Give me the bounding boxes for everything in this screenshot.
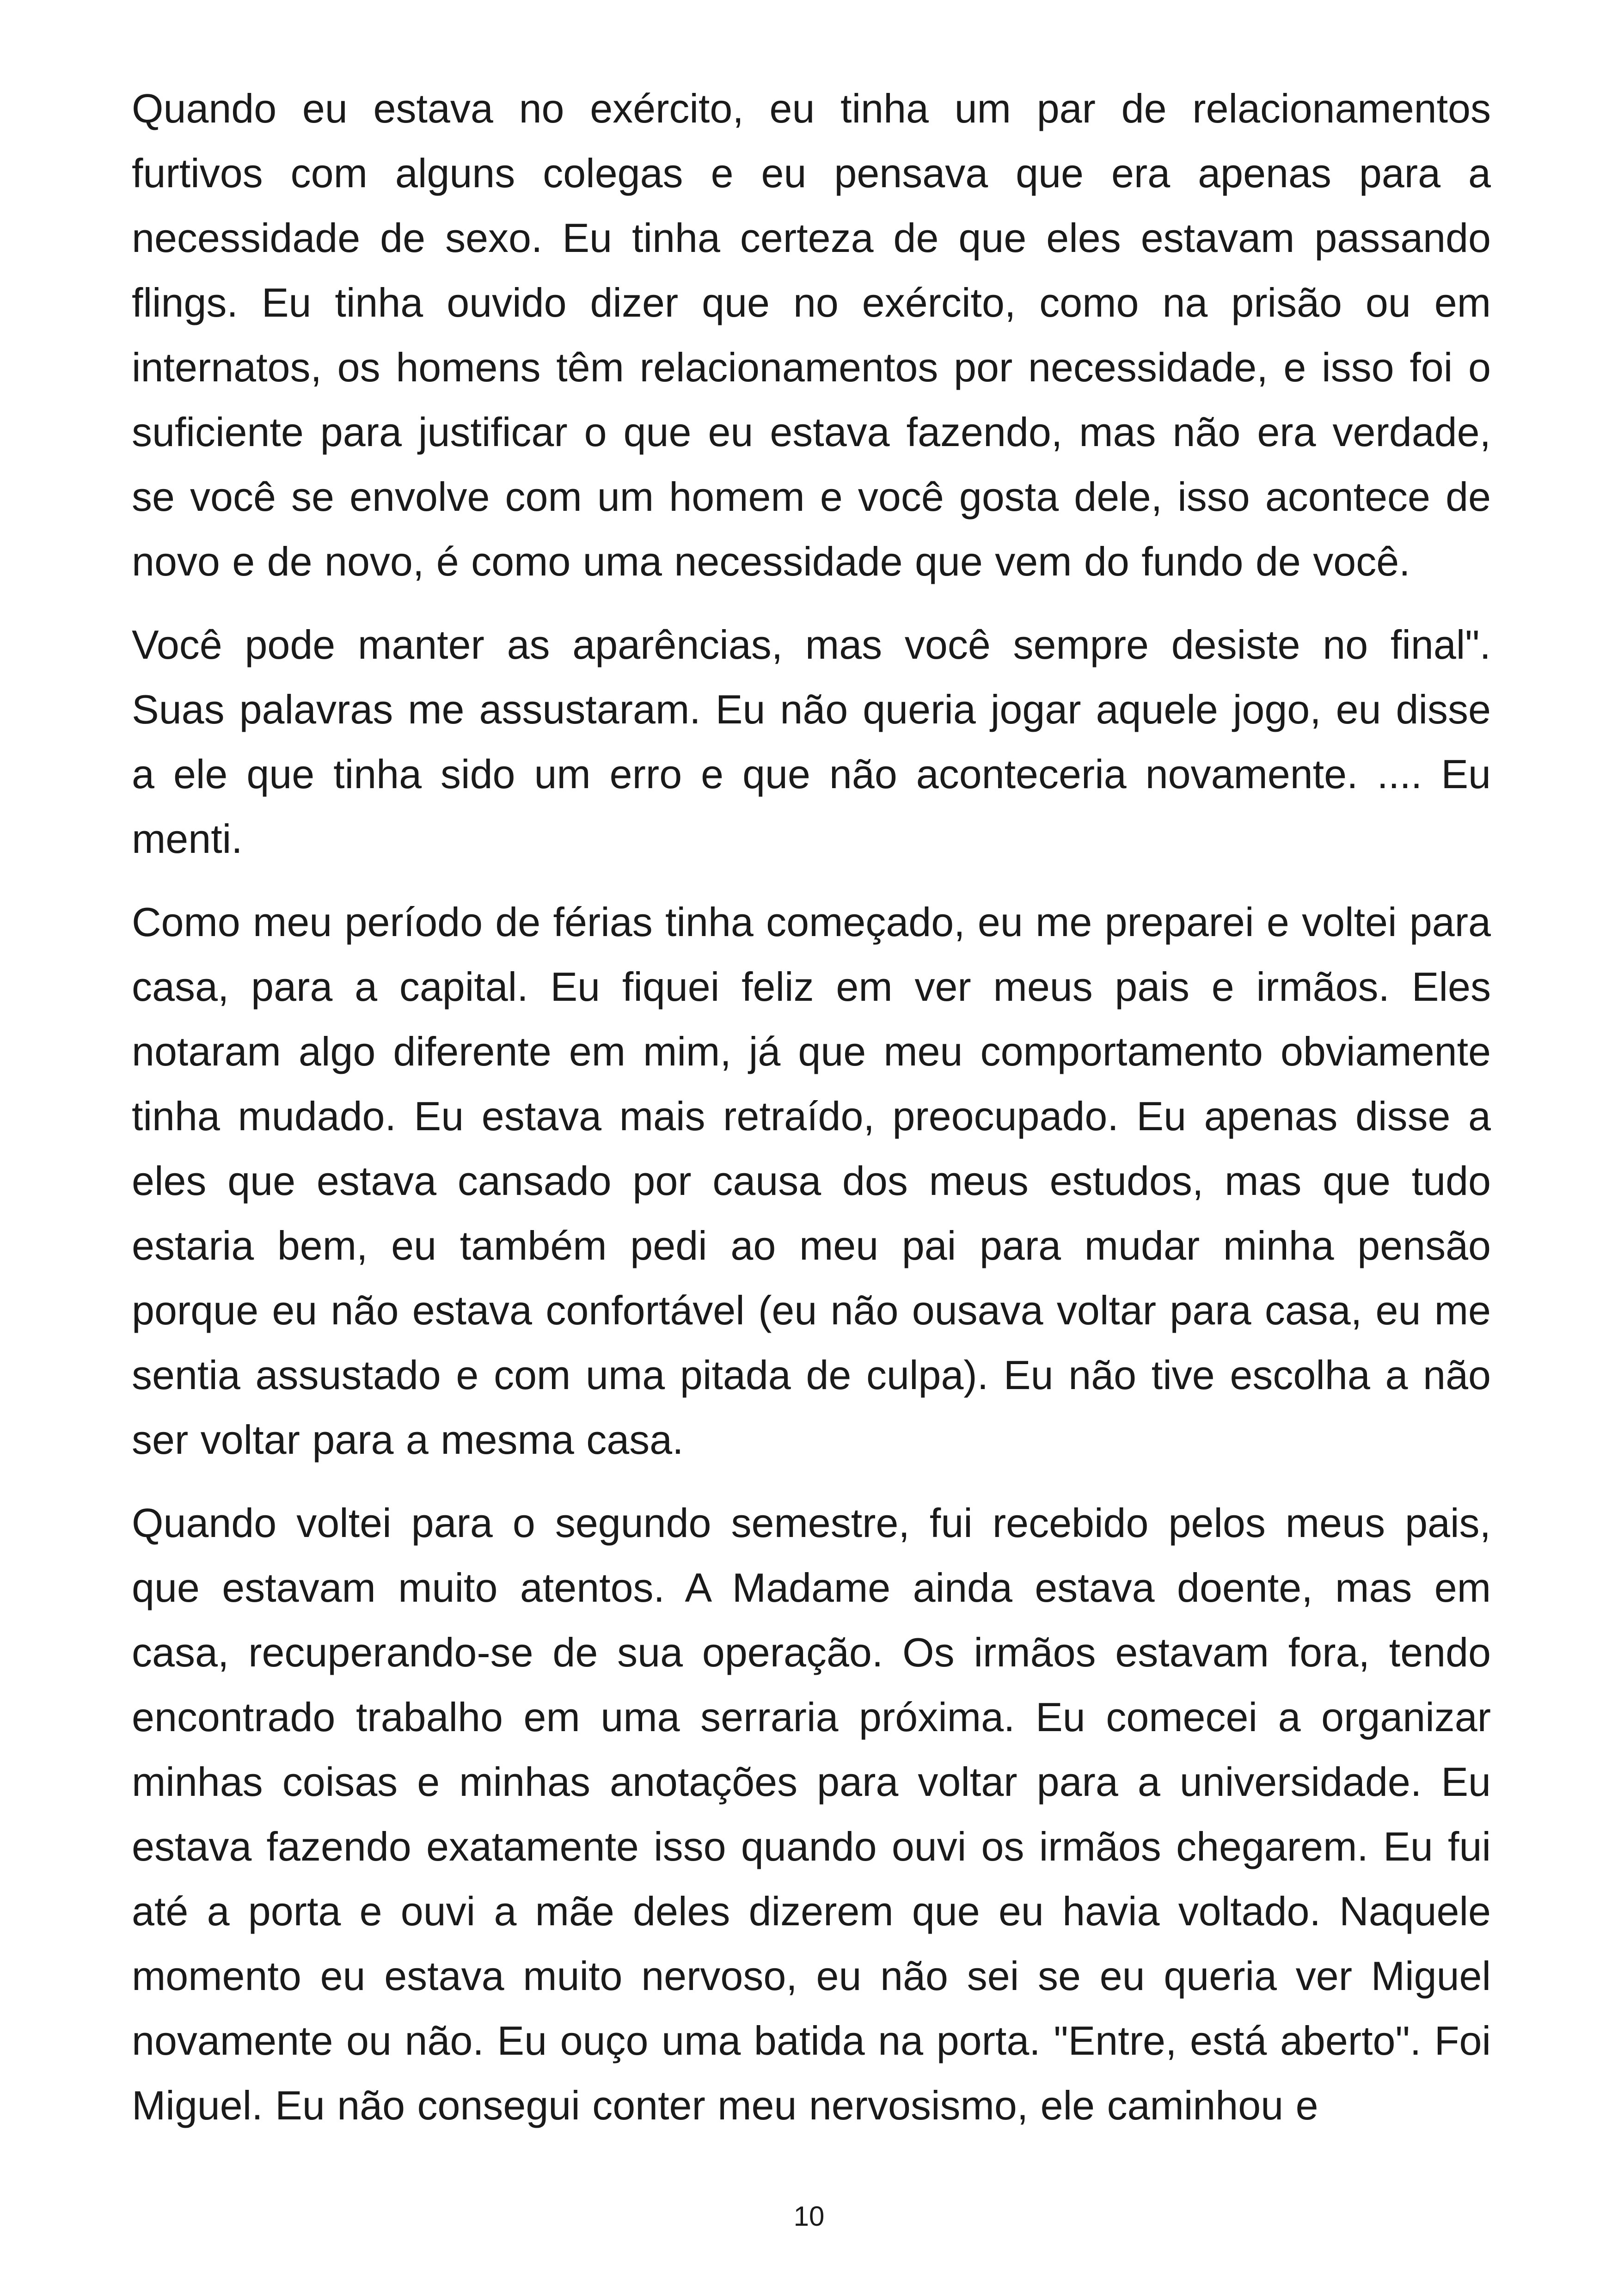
paragraph-2: Você pode manter as aparências, mas você sempre desiste no final". Suas palavras me assustaram. Eu não queria jogar aquele jogo, eu disse a ele que tinha sido um erro e que não aconteceria novamente. .... Eu menti.	[132, 622, 1491, 862]
paragraph-4: Quando voltei para o segundo semestre, fui recebido pelos meus pais, que estavam muito atentos. A Madame ainda estava doente, mas em casa, recuperando-se de sua operação. Os irmãos estavam fora, tendo encontrado trabalho em uma serraria próxima. Eu comecei a organizar minhas coisas e minhas anotações para voltar para a universidade. Eu estava fazendo exatamente isso quando ouvi os irmãos chegarem. Eu fui até a porta e ouvi a mãe deles dizerem que eu havia voltado. Naquele momento eu estava muito nervoso, eu não sei se eu queria ver Miguel novamente ou não. Eu ouço uma batida na porta. "Entre, está aberto". Foi Miguel. Eu não consegui conter meu nervosismo, ele caminhou e	[132, 1500, 1491, 2128]
body-text	[132, 76, 1491, 2156]
paragraph-1: Quando eu estava no exército, eu tinha um par de relacionamentos furtivos com alguns colegas e eu pensava que era apenas para a necessidade de sexo. Eu tinha certeza de que eles estavam passando flings. Eu tinha ouvido dizer que no exército, como na prisão ou em internatos, os homens têm relacionamentos por necessidade, e isso foi o suficiente para justificar o que eu estava fazendo, mas não era verdade, se você se envolve com um homem e você gosta dele, isso acontece de novo e de novo, é como uma necessidade que vem do fundo de você.	[132, 86, 1491, 584]
page-number: 10	[793, 2201, 825, 2232]
paragraph-3: Como meu período de férias tinha começado, eu me preparei e voltei para casa, para a capital. Eu fiquei feliz em ver meus pais e irmãos. Eles notaram algo diferente em mim, já que meu comportamento obviamente tinha mudado. Eu estava mais retraído, preocupado. Eu apenas disse a eles que estava cansado por causa dos meus estudos, mas que tudo estaria bem, eu também pedi ao meu pai para mudar minha pensão porque eu não estava confortável (eu não ousava voltar para casa, eu me sentia assustado e com uma pitada de culpa). Eu não tive escolha a não ser voltar para a mesma casa.	[132, 899, 1491, 1463]
